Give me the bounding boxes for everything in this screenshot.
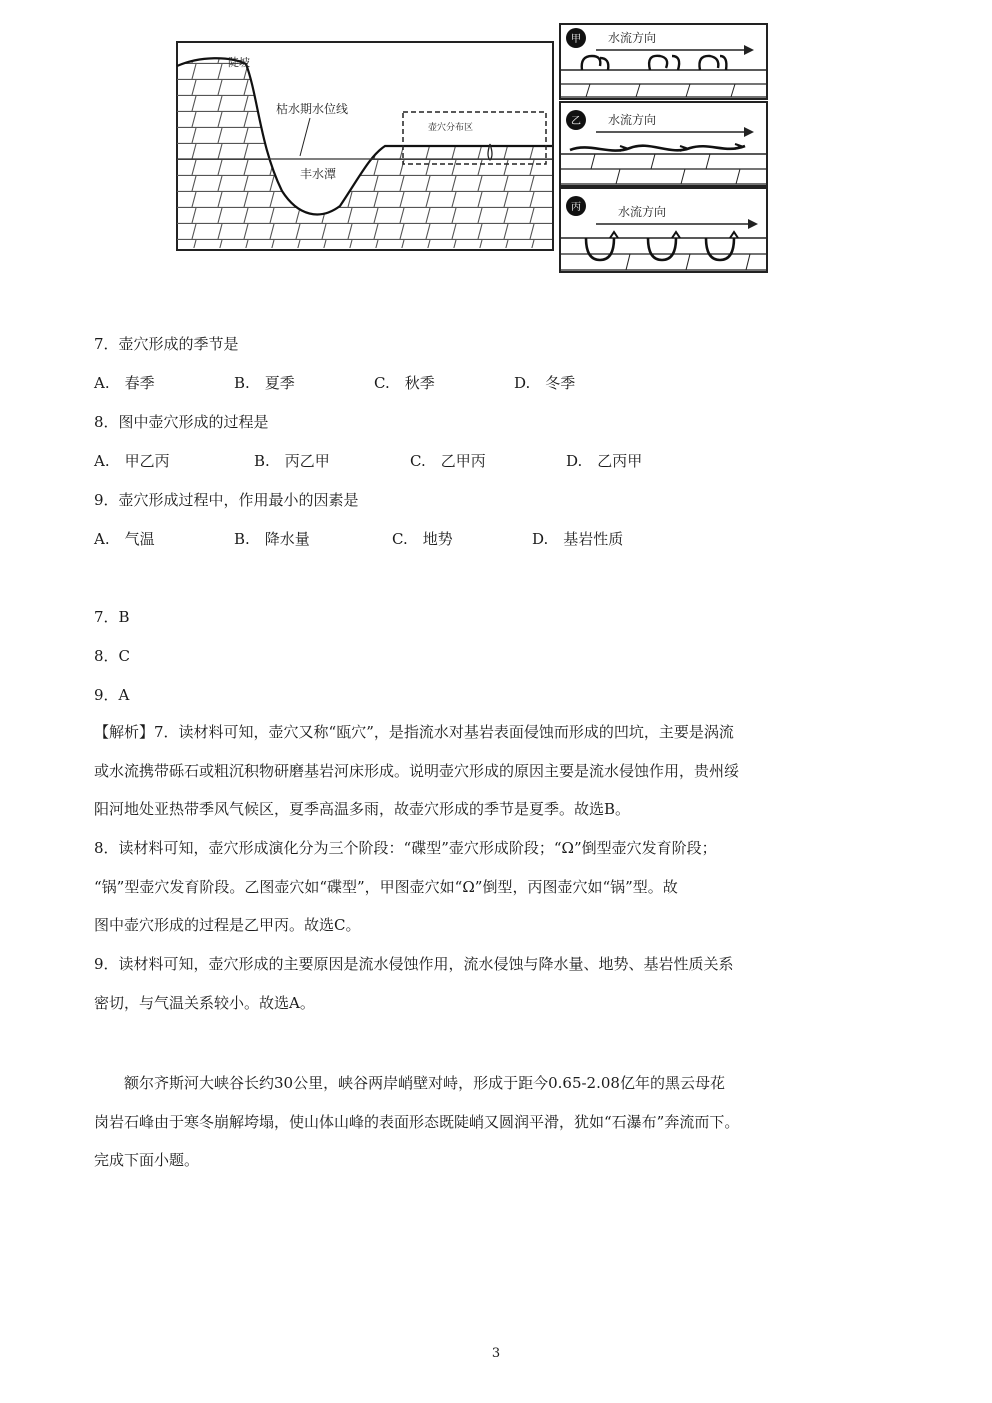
flow-direction-label: 水流方向 — [608, 113, 657, 127]
question-9-option-d: D. 基岩性质 — [532, 530, 624, 548]
question-8-option-a: A. 甲乙丙 — [94, 452, 170, 470]
geology-figure — [160, 16, 780, 278]
question-9-option-c: C. 地势 — [392, 530, 453, 548]
passage-line: 完成下面小题。 — [94, 1151, 200, 1170]
label-wet-season-pool: 丰水潭 — [300, 167, 337, 181]
analysis-q7 — [94, 713, 854, 829]
flow-direction-label: 水流方向 — [608, 31, 657, 45]
question-8-option-b: B. 丙乙甲 — [254, 452, 330, 470]
analysis-q9 — [94, 945, 854, 1022]
analysis-line: 9．读材料可知，壶穴形成的主要原因是流水侵蚀作用，流水侵蚀与降水量、地势、基岩性质关系 — [94, 955, 734, 973]
question-7-option-c: C. 秋季 — [374, 374, 435, 392]
analysis-line: 8．读材料可知，壶穴形成演化分为三个阶段：“碟型”壶穴形成阶段；“Ω”倒型壶穴发育阶段； — [94, 839, 717, 857]
analysis-line: 或水流携带砾石或粗沉积物研磨基岩河床形成。说明壶穴形成的原因主要是流水侵蚀作用，贵州绥 — [94, 761, 740, 780]
svg-text:乙: 乙 — [571, 116, 581, 127]
answer-7: 7．B — [94, 608, 130, 626]
panel-bing — [560, 188, 767, 272]
question-8-option-d: D. 乙丙甲 — [566, 452, 643, 470]
question-8-option-c: C. 乙甲丙 — [410, 452, 486, 470]
answer-8: 8．C — [94, 647, 131, 665]
question-9-option-a: A. 气温 — [94, 530, 155, 548]
label-pothole-area: 壶穴分布区 — [428, 123, 474, 133]
page-number: 3 — [491, 1346, 501, 1361]
analysis-line: 密切，与气温关系较小。故选A。 — [94, 993, 315, 1012]
question-9-option-b: B. 降水量 — [234, 530, 310, 548]
analysis-line: “锅”型壶穴发育阶段。乙图壶穴如“碟型”，甲图壶穴如“Ω”倒型，丙图壶穴如“锅”型。故 — [94, 877, 678, 896]
svg-text:甲: 甲 — [571, 34, 581, 45]
label-dry-season-level: 枯水期水位线 — [276, 102, 349, 116]
question-8-stem: 8．图中壶穴形成的过程是 — [94, 413, 269, 431]
svg-text:丙: 丙 — [571, 202, 581, 213]
question-7-option-a: A. 春季 — [94, 374, 155, 392]
passage-line: 岗岩石峰由于寒冬崩解垮塌，使山体山峰的表面形态既陡峭又圆润平滑，犹如“石瀑布”奔流而下。 — [94, 1112, 740, 1131]
analysis-line: 【解析】7．读材料可知，壶穴又称“瓯穴”，是指流水对基岩表面侵蚀而形成的凹坑，主要是涡流 — [94, 723, 734, 741]
panel-jia — [560, 24, 767, 99]
analysis-line: 图中壶穴形成的过程是乙甲丙。故选C。 — [94, 916, 361, 935]
panel-yi — [560, 102, 767, 186]
cross-section-diagram — [177, 42, 553, 250]
question-7-option-b: B. 夏季 — [234, 374, 295, 392]
reading-passage — [94, 1064, 854, 1180]
analysis-line: 阳河地处亚热带季风气候区，夏季高温多雨，故壶穴形成的季节是夏季。故选B。 — [94, 800, 631, 819]
flow-direction-label: 水流方向 — [618, 205, 667, 219]
question-7-option-d: D. 冬季 — [514, 374, 576, 392]
question-7-stem: 7．壶穴形成的季节是 — [94, 335, 239, 353]
label-steep-slope: 陡坡 — [228, 56, 250, 69]
question-9-stem: 9．壶穴形成过程中，作用最小的因素是 — [94, 491, 359, 509]
answer-9: 9．A — [94, 686, 130, 704]
passage-line: 额尔齐斯河大峡谷长约30公里，峡谷两岸峭壁对峙，形成于距今0.65-2.08亿年的黑云母花 — [94, 1074, 725, 1092]
analysis-q8 — [94, 829, 854, 945]
